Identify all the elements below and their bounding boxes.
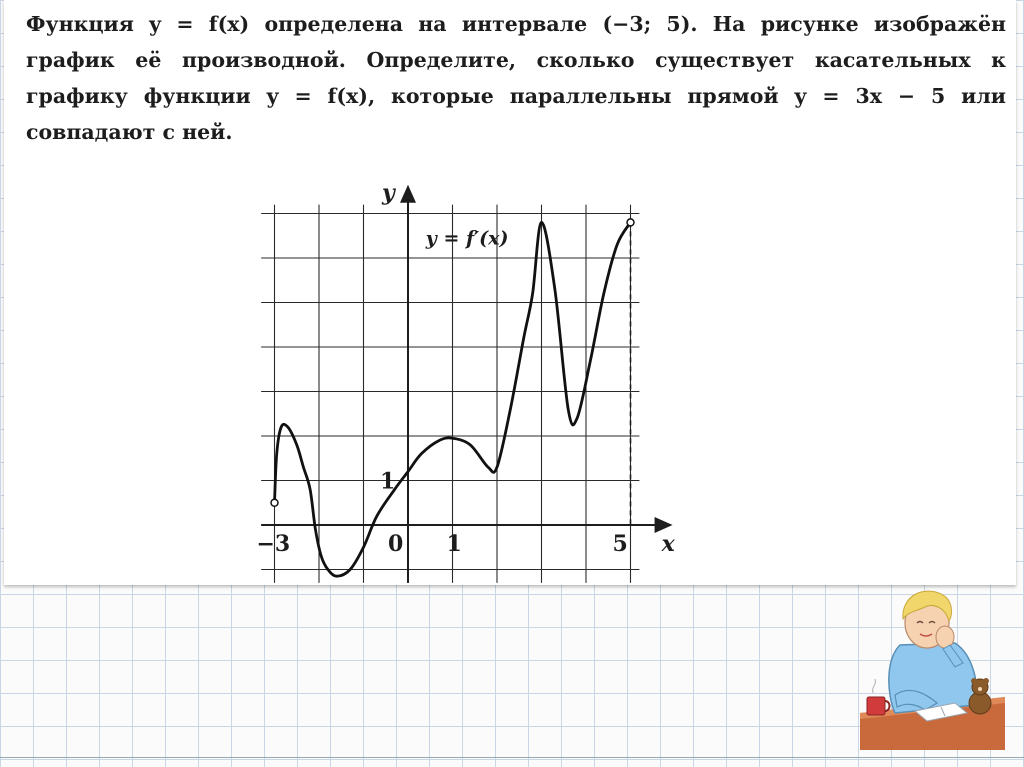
tick-label-x: −3 — [256, 531, 291, 557]
tick-label-y: 1 — [380, 468, 396, 495]
curve-label: y = f′(x) — [425, 227, 509, 250]
tick-label-x: 1 — [446, 531, 462, 557]
tick-label-x: 5 — [612, 531, 628, 557]
problem-statement: Функция y = f(x) определена на интервале (−3; 5). На рисунке изображён график её производной. Определите, сколько существует касательных к графику функции y = f(x), которые параллельны прямой y = 3x − 5 или совпадают с ней. — [26, 12, 1006, 144]
thinking-student-illustration — [855, 585, 1005, 750]
open-endpoint — [271, 499, 278, 506]
x-axis-label: x — [661, 531, 675, 557]
open-endpoint — [627, 219, 634, 226]
y-axis-label: y — [382, 180, 395, 207]
tick-label-x: 0 — [388, 531, 404, 557]
